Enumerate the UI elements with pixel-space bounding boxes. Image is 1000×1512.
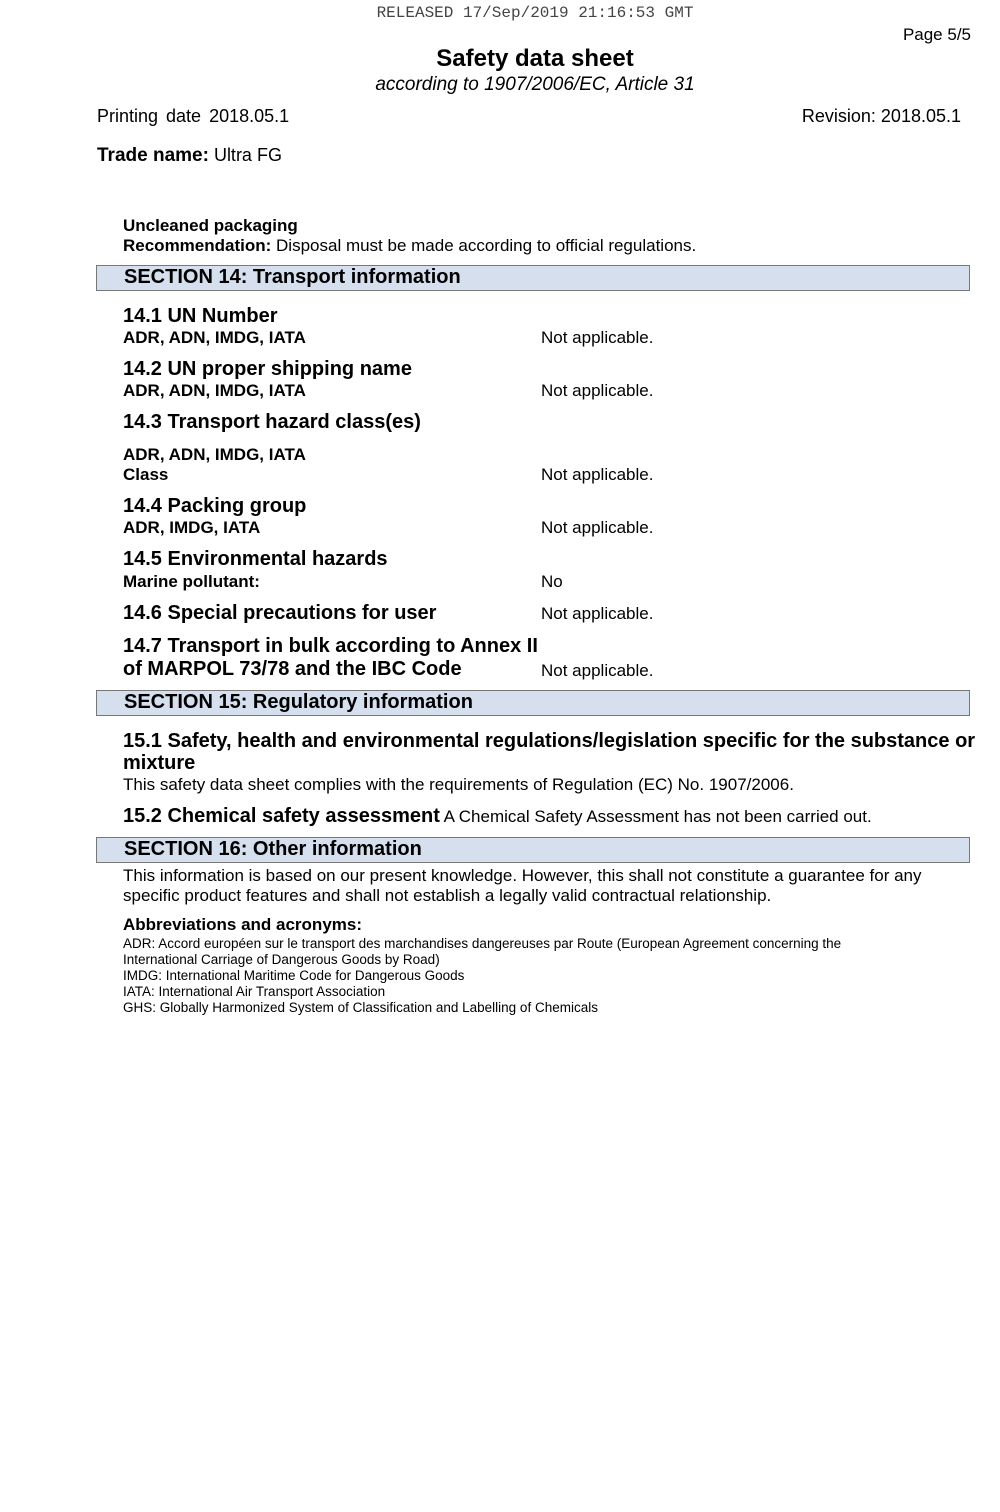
env-hazards-heading: 14.5 Environmental hazards xyxy=(123,548,388,570)
recommendation xyxy=(123,236,696,256)
shipping-name-value: Not applicable. xyxy=(541,381,654,400)
trade-name-value: Ultra FG xyxy=(208,145,282,165)
csa-text: A Chemical Safety Assessment has not been carried out. xyxy=(439,807,872,826)
regulations-heading-line2: mixture xyxy=(123,752,196,774)
release-stamp: RELEASED 17/Sep/2019 21:16:53 GMT xyxy=(376,4,694,22)
special-precautions-value: Not applicable. xyxy=(541,604,654,623)
packing-group-value: Not applicable. xyxy=(541,518,654,537)
section-14-bar xyxy=(96,265,970,291)
shipping-name-label: ADR, ADN, IMDG, IATA xyxy=(123,381,306,400)
section-15-bar xyxy=(96,690,970,716)
abbreviation-adr-line2: International Carriage of Dangerous Goods by Road) xyxy=(123,952,440,967)
un-number-value: Not applicable. xyxy=(541,328,654,347)
section-16-bar xyxy=(96,837,970,863)
abbreviation-imdg: IMDG: International Maritime Code for Dangerous Goods xyxy=(123,968,465,983)
other-information-text: This information is based on our present knowledge. However, this shall not constitute a guarantee for any specific product features and shall not establish a legally valid contractual relationship. xyxy=(123,866,922,905)
abbreviation-iata: IATA: International Air Transport Association xyxy=(123,984,386,999)
section-15-title: SECTION 15: Regulatory information xyxy=(124,691,473,713)
abbreviation-adr-line1: ADR: Accord européen sur le transport des marchandises dangereuses par Route (European Agreement concerning the xyxy=(123,936,842,951)
special-precautions-heading: 14.6 Special precautions for user xyxy=(123,602,437,624)
printing-date: Printing date 2018.05.1 xyxy=(97,106,290,126)
marine-pollutant-value: No xyxy=(541,572,563,591)
document-title: Safety data sheet xyxy=(436,45,634,72)
shipping-name-heading: 14.2 UN proper shipping name xyxy=(123,358,412,380)
bulk-heading-line2: of MARPOL 73/78 and the IBC Code xyxy=(123,658,462,680)
page-number: Page 5/5 xyxy=(902,25,971,44)
abbreviation-ghs: GHS: Globally Harmonized System of Classification and Labelling of Chemicals xyxy=(123,1000,598,1015)
section-16-title: SECTION 16: Other information xyxy=(124,838,422,860)
un-number-label: ADR, ADN, IMDG, IATA xyxy=(123,328,306,347)
recommendation-label: Recommendation: xyxy=(123,236,272,255)
regulations-heading-line1: 15.1 Safety, health and environmental regulations/legislation specific for the substance or xyxy=(123,730,976,752)
packing-group-label: ADR, IMDG, IATA xyxy=(123,518,261,537)
csa-heading: 15.2 Chemical safety assessment xyxy=(123,805,440,827)
packing-group-heading: 14.4 Packing group xyxy=(123,495,307,517)
hazard-class-label: Class xyxy=(123,465,169,484)
hazard-class-group: ADR, ADN, IMDG, IATA xyxy=(123,445,306,464)
section-14-title: SECTION 14: Transport information xyxy=(124,266,461,288)
hazard-class-heading: 14.3 Transport hazard class(es) xyxy=(123,411,421,433)
hazard-class-value: Not applicable. xyxy=(541,465,654,484)
abbreviations-heading: Abbreviations and acronyms: xyxy=(123,915,363,934)
recommendation-text: Disposal must be made according to official regulations. xyxy=(271,236,697,255)
marine-pollutant-label: Marine pollutant: xyxy=(123,572,260,591)
bulk-heading-line1: 14.7 Transport in bulk according to Annex II xyxy=(123,635,538,657)
un-number-heading: 14.1 UN Number xyxy=(123,305,278,327)
revision: Revision: 2018.05.1 xyxy=(801,106,961,126)
regulations-text: This safety data sheet complies with the requirements of Regulation (EC) No. 1907/2006. xyxy=(123,775,794,794)
uncleaned-packaging-heading: Uncleaned packaging xyxy=(123,216,298,235)
document-subtitle: according to 1907/2006/EC, Article 31 xyxy=(375,74,695,95)
trade-name-label: Trade name: xyxy=(97,145,209,166)
trade-name xyxy=(97,145,282,167)
bulk-value: Not applicable. xyxy=(541,661,654,680)
chemical-safety-assessment xyxy=(123,805,872,828)
